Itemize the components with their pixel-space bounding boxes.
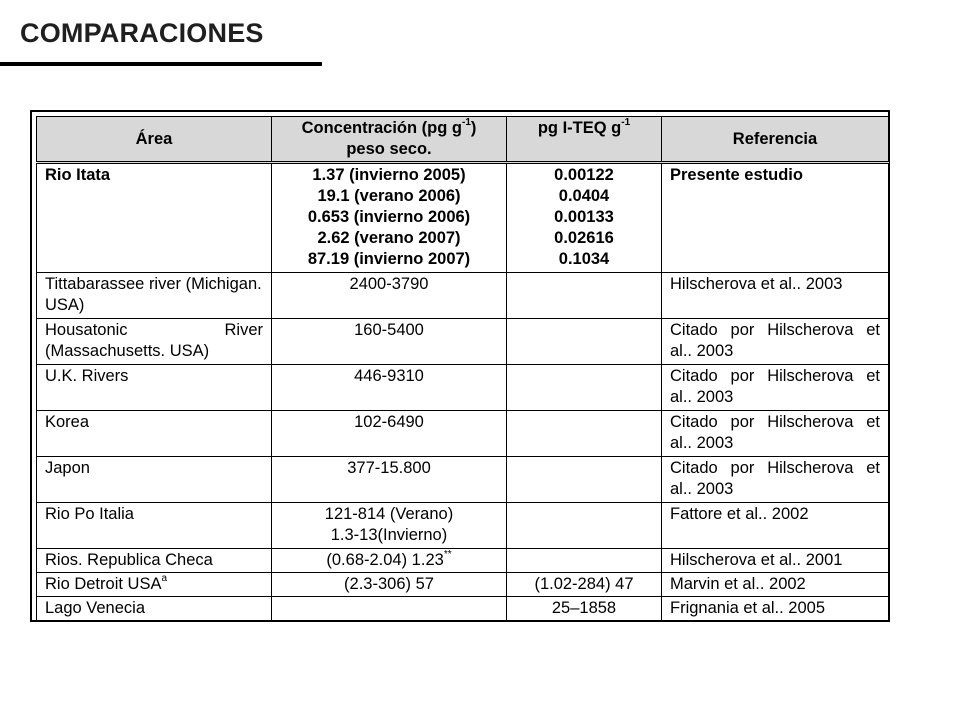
cell-area: Japon	[37, 457, 272, 503]
cell-concentration: 160-5400	[272, 319, 507, 365]
table-row	[37, 503, 889, 549]
cell-concentration: (2.3-306) 57	[272, 573, 507, 597]
header-area: Área	[37, 117, 272, 163]
cell-area: Rio Po Italia	[37, 503, 272, 549]
cell-area: Housatonic River (Massachusetts. USA)	[37, 319, 272, 365]
header-reference: Referencia	[662, 117, 889, 163]
cell-reference: Fattore et al.. 2002	[662, 503, 889, 549]
cell-reference: Citado por Hilscherova et al.. 2003	[662, 365, 889, 411]
cell-reference: Presente estudio	[662, 163, 889, 273]
table-row	[37, 319, 889, 365]
cell-concentration: 2400-3790	[272, 273, 507, 319]
cell-teq	[507, 411, 662, 457]
cell-teq: 25–1858	[507, 597, 662, 621]
cell-concentration: 446-9310	[272, 365, 507, 411]
page-title: COMPARACIONES	[20, 18, 264, 48]
comparison-table-frame	[30, 110, 890, 622]
cell-concentration: 1.37 (invierno 2005) 19.1 (verano 2006) 0.653 (invierno 2006) 2.62 (verano 2007) 87.19 (invierno 2007)	[272, 163, 507, 273]
cell-teq	[507, 365, 662, 411]
table-row	[37, 597, 889, 621]
cell-teq: (1.02-284) 47	[507, 573, 662, 597]
table-row	[37, 163, 889, 273]
table-header-row	[37, 117, 889, 163]
header-concentration: Concentración (pg $g^{-1}$) peso seco.	[272, 117, 507, 163]
cell-area: Rio Detroit USA$^a$	[37, 573, 272, 597]
cell-concentration: 377-15.800	[272, 457, 507, 503]
comparison-table	[36, 116, 889, 621]
cell-teq	[507, 457, 662, 503]
cell-teq	[507, 503, 662, 549]
cell-concentration: 102-6490	[272, 411, 507, 457]
cell-reference: Citado por Hilscherova et al.. 2003	[662, 457, 889, 503]
title-underline	[0, 62, 322, 66]
cell-reference: Hilscherova et al.. 2001	[662, 549, 889, 573]
cell-concentration: (0.68-2.04) 1.23**	[272, 549, 507, 573]
cell-reference: Citado por Hilscherova et al.. 2003	[662, 411, 889, 457]
cell-reference: Hilscherova et al.. 2003	[662, 273, 889, 319]
table-row	[37, 411, 889, 457]
cell-area: Rios. Republica Checa	[37, 549, 272, 573]
table-row	[37, 365, 889, 411]
cell-teq	[507, 273, 662, 319]
table-row	[37, 457, 889, 503]
cell-area: U.K. Rivers	[37, 365, 272, 411]
cell-concentration: 121-814 (Verano) 1.3-13(Invierno)	[272, 503, 507, 549]
cell-teq	[507, 319, 662, 365]
cell-reference: Frignania et al.. 2005	[662, 597, 889, 621]
cell-area: Rio Itata	[37, 163, 272, 273]
cell-reference: Citado por Hilscherova et al.. 2003	[662, 319, 889, 365]
cell-teq: 0.00122 0.0404 0.00133 0.02616 0.1034	[507, 163, 662, 273]
cell-concentration	[272, 597, 507, 621]
cell-teq	[507, 549, 662, 573]
table-row	[37, 549, 889, 573]
cell-area: Lago Venecia	[37, 597, 272, 621]
header-teq: pg I-TEQ $g^{-1}$	[507, 117, 662, 163]
cell-reference: Marvin et al.. 2002	[662, 573, 889, 597]
table-row	[37, 573, 889, 597]
cell-area: Korea	[37, 411, 272, 457]
table-row	[37, 273, 889, 319]
cell-area: Tittabarassee river (Michigan. USA)	[37, 273, 272, 319]
